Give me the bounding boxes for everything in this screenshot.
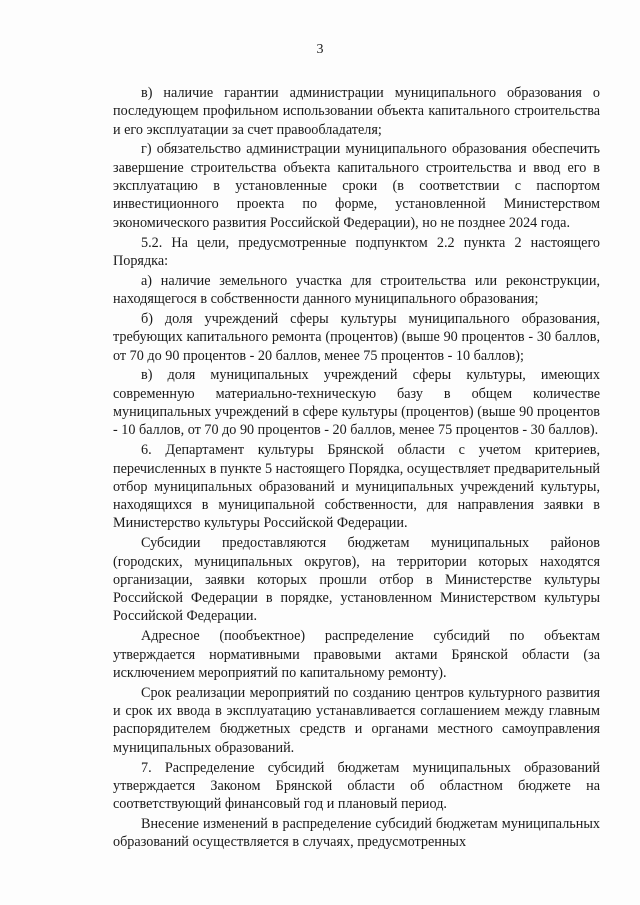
paragraph-changes: Внесение изменений в распределение субсидий бюджетам муниципальных образований осуществляется в случаях, предусмотренных <box>113 816 600 851</box>
page-number: 3 <box>316 42 324 57</box>
paragraph-repair-share: б) доля учреждений сферы культуры муниципального образования, требующих капитального ремонта (процентов) (выше 90 процентов - 30 баллов, от 70 до 90 процентов - 20 баллов, менее 75 процентов - 10 баллов); <box>113 310 600 364</box>
paragraph-section-6: 6. Департамент культуры Брянской области с учетом критериев, перечисленных в пункте 5 настоящего Порядка, осуществляет предварительный отбор муниципальных образований и муниципальных учреждений культуры, находящихся в муниципальной собственности, для направления заявки в Министерство культуры Российской Федерации. <box>113 442 600 532</box>
paragraph-land-plot: а) наличие земельного участка для строительства или реконструкции, находящегося в собственности данного муниципального образования; <box>113 272 600 308</box>
paragraph-subsidies: Субсидии предоставляются бюджетам муниципальных районов (городских, муниципальных округов), на территории которых находятся организации, заявки которых прошли отбор в Министерстве культуры Российской Федерации в порядке, установленном Министерством культуры Российской Федерации. <box>113 535 600 625</box>
paragraph-section-7: 7. Распределение субсидий бюджетам муниципальных образований утверждается Законом Брянской области об областном бюджете на соответствующий финансовый год и плановый период. <box>113 759 600 813</box>
paragraph-modern-base-share: в) доля муниципальных учреждений сферы культуры, имеющих современную материально-техническую базу в общем количестве муниципальных учреждений в сфере культуры (процентов) (выше 90 процентов - 10 баллов, от 70 до 90 процентов - 20 баллов, менее 75 процентов - 30 баллов). <box>113 367 600 439</box>
paragraph-distribution: Адресное (пообъектное) распределение субсидий по объектам утверждается нормативными правовыми актами Брянской области (за исключением мероприятий по капитальному ремонту). <box>113 628 600 681</box>
paragraph-section-5-2: 5.2. На цели, предусмотренные подпунктом 2.2 пункта 2 настоящего Порядка: <box>113 234 600 269</box>
paragraph-guarantee: в) наличие гарантии администрации муниципального образования о последующем профильном использовании объекта капитального строительства и его эксплуатации за счет правообладателя; <box>113 85 600 138</box>
document-body <box>113 84 600 853</box>
paragraph-obligation: г) обязательство администрации муниципального образования обеспечить завершение строительства объекта капитального строительства и ввод его в эксплуатацию в установленные сроки (в соответствии с паспортом инвестиционного проекта по форме, установленной Министерством экономического развития Российской Федерации), но не позднее 2024 года. <box>113 141 600 231</box>
paragraph-implementation-term: Срок реализации мероприятий по созданию центров культурного развития и срок их ввода в эксплуатацию устанавливается соглашением между главным распорядителем бюджетных средств и органами местного самоуправления муниципальных образований. <box>113 684 600 756</box>
